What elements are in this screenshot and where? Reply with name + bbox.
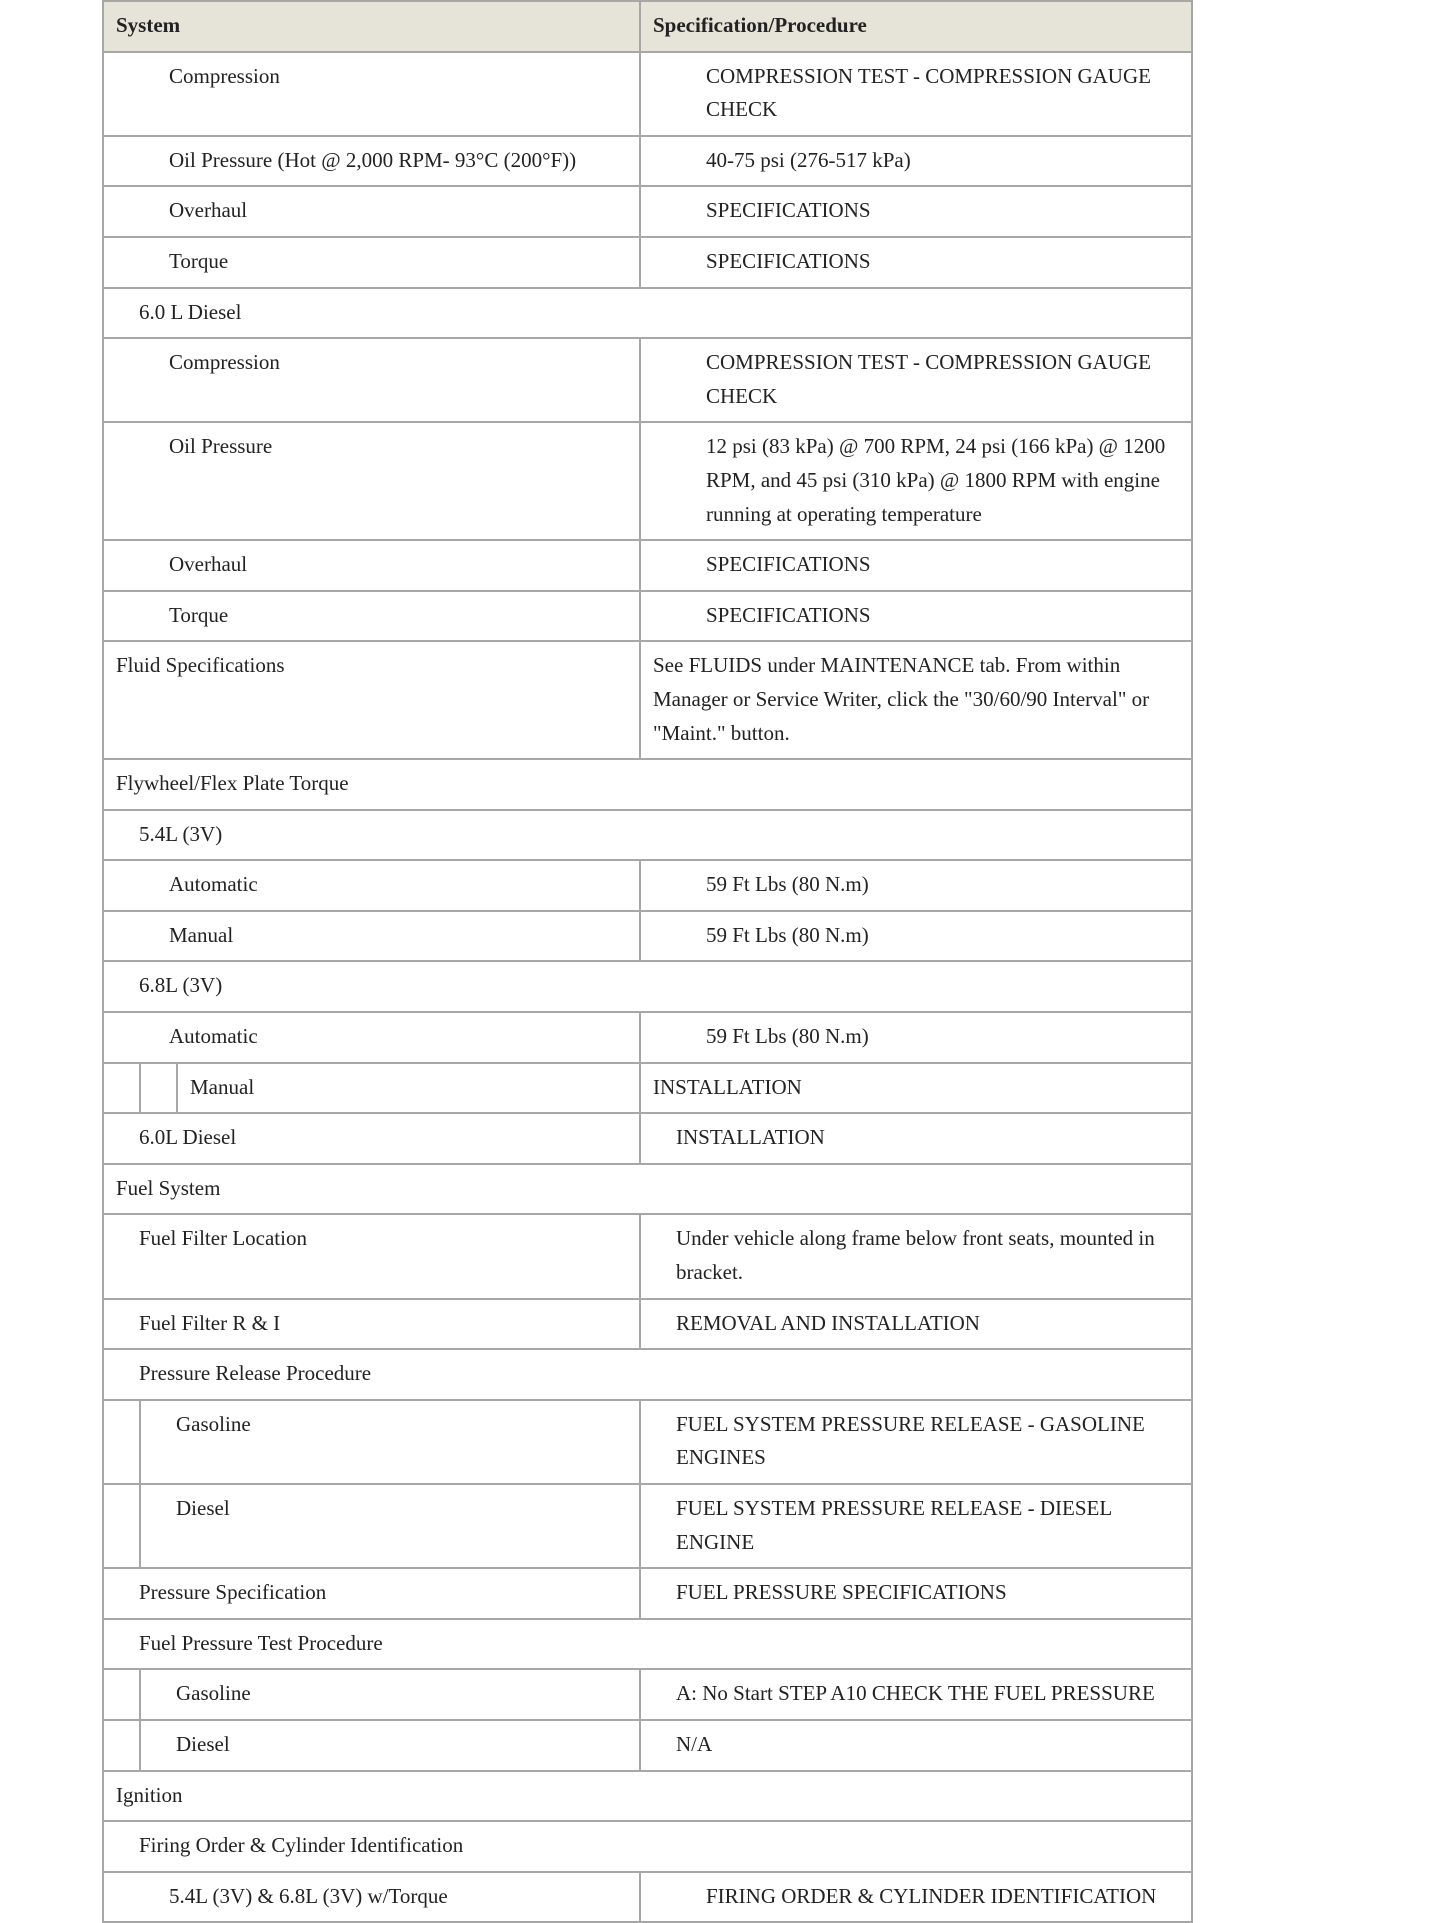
table-row bbox=[103, 422, 1192, 540]
group-heading: Firing Order & Cylinder Identification bbox=[103, 1821, 1192, 1872]
indent-divider bbox=[139, 1064, 141, 1113]
row-spec: N/A bbox=[640, 1720, 1192, 1771]
table-row bbox=[103, 237, 1192, 288]
row-spec: 59 Ft Lbs (80 N.m) bbox=[640, 911, 1192, 962]
table-row bbox=[103, 1400, 1192, 1484]
header-specification-procedure: Specification/Procedure bbox=[640, 1, 1192, 52]
row-spec: FIRING ORDER & CYLINDER IDENTIFICATION bbox=[640, 1872, 1192, 1923]
row-spec: 59 Ft Lbs (80 N.m) bbox=[640, 860, 1192, 911]
group-heading: Fuel Pressure Test Procedure bbox=[103, 1619, 1192, 1670]
group-heading: 6.8L (3V) bbox=[103, 961, 1192, 1012]
table-row bbox=[103, 186, 1192, 237]
row-system: Compression bbox=[103, 338, 640, 422]
table-row bbox=[103, 1669, 1192, 1720]
row-system: Automatic bbox=[103, 860, 640, 911]
table-row bbox=[103, 911, 1192, 962]
table-group-row bbox=[103, 1349, 1192, 1400]
group-heading: Fuel System bbox=[103, 1164, 1192, 1215]
row-spec: INSTALLATION bbox=[640, 1113, 1192, 1164]
table-group-row bbox=[103, 759, 1192, 810]
row-system: Fuel Filter Location bbox=[103, 1214, 640, 1298]
row-system: Diesel bbox=[103, 1720, 640, 1771]
row-system: Fluid Specifications bbox=[103, 641, 640, 759]
row-system: Manual bbox=[103, 1063, 640, 1114]
table-row bbox=[103, 1872, 1192, 1923]
row-system: Diesel bbox=[103, 1484, 640, 1568]
row-spec: 40-75 psi (276-517 kPa) bbox=[640, 136, 1192, 187]
row-system: Torque bbox=[103, 237, 640, 288]
group-heading: Flywheel/Flex Plate Torque bbox=[103, 759, 1192, 810]
indent-divider bbox=[176, 1064, 178, 1113]
table-row bbox=[103, 1484, 1192, 1568]
row-spec: FUEL PRESSURE SPECIFICATIONS bbox=[640, 1568, 1192, 1619]
indent-divider bbox=[139, 1721, 141, 1770]
table-row bbox=[103, 1113, 1192, 1164]
row-system: Gasoline bbox=[103, 1400, 640, 1484]
table-group-row bbox=[103, 1771, 1192, 1822]
table-row bbox=[103, 1063, 1192, 1114]
row-system: Oil Pressure (Hot @ 2,000 RPM- 93°C (200°F)) bbox=[103, 136, 640, 187]
table-row bbox=[103, 1568, 1192, 1619]
row-system: Automatic bbox=[103, 1012, 640, 1063]
table-row bbox=[103, 540, 1192, 591]
row-system: 5.4L (3V) & 6.8L (3V) w/Torque bbox=[103, 1872, 640, 1923]
table-row bbox=[103, 338, 1192, 422]
row-system: 6.0L Diesel bbox=[103, 1113, 640, 1164]
table-row bbox=[103, 136, 1192, 187]
row-system: Overhaul bbox=[103, 540, 640, 591]
table-header-row bbox=[103, 1, 1192, 52]
row-spec: A: No Start STEP A10 CHECK THE FUEL PRESSURE bbox=[640, 1669, 1192, 1720]
row-system: Torque bbox=[103, 591, 640, 642]
row-system: Gasoline bbox=[103, 1669, 640, 1720]
table-group-row bbox=[103, 810, 1192, 861]
row-spec: REMOVAL AND INSTALLATION bbox=[640, 1299, 1192, 1350]
row-spec: FUEL SYSTEM PRESSURE RELEASE - GASOLINE ENGINES bbox=[640, 1400, 1192, 1484]
table-row bbox=[103, 591, 1192, 642]
table-row bbox=[103, 641, 1192, 759]
table-group-row bbox=[103, 288, 1192, 339]
row-spec: COMPRESSION TEST - COMPRESSION GAUGE CHECK bbox=[640, 52, 1192, 136]
group-heading: Pressure Release Procedure bbox=[103, 1349, 1192, 1400]
table-group-row bbox=[103, 1619, 1192, 1670]
row-spec: INSTALLATION bbox=[640, 1063, 1192, 1114]
row-spec: FUEL SYSTEM PRESSURE RELEASE - DIESEL ENGINE bbox=[640, 1484, 1192, 1568]
row-system: Compression bbox=[103, 52, 640, 136]
indent-divider bbox=[139, 1670, 141, 1719]
table-row bbox=[103, 1214, 1192, 1298]
row-system: Overhaul bbox=[103, 186, 640, 237]
group-heading: 6.0 L Diesel bbox=[103, 288, 1192, 339]
row-system: Manual bbox=[103, 911, 640, 962]
row-spec: 12 psi (83 kPa) @ 700 RPM, 24 psi (166 kPa) @ 1200 RPM, and 45 psi (310 kPa) @ 1800 RPM with engine running at operating temperature bbox=[640, 422, 1192, 540]
row-system: Pressure Specification bbox=[103, 1568, 640, 1619]
group-heading: 5.4L (3V) bbox=[103, 810, 1192, 861]
group-heading: Ignition bbox=[103, 1771, 1192, 1822]
table-group-row bbox=[103, 1821, 1192, 1872]
row-spec: Under vehicle along frame below front seats, mounted in bracket. bbox=[640, 1214, 1192, 1298]
table-group-row bbox=[103, 961, 1192, 1012]
table-row bbox=[103, 1012, 1192, 1063]
row-system: Oil Pressure bbox=[103, 422, 640, 540]
row-spec: See FLUIDS under MAINTENANCE tab. From within Manager or Service Writer, click the "30/60/90 Interval" or "Maint." button. bbox=[640, 641, 1192, 759]
table-row bbox=[103, 1299, 1192, 1350]
row-spec: SPECIFICATIONS bbox=[640, 237, 1192, 288]
table-row bbox=[103, 1720, 1192, 1771]
specification-table bbox=[102, 0, 1193, 1923]
indent-divider bbox=[139, 1401, 141, 1483]
row-spec: 59 Ft Lbs (80 N.m) bbox=[640, 1012, 1192, 1063]
table-row bbox=[103, 52, 1192, 136]
row-spec: SPECIFICATIONS bbox=[640, 591, 1192, 642]
table-row bbox=[103, 860, 1192, 911]
row-spec: SPECIFICATIONS bbox=[640, 186, 1192, 237]
row-spec: COMPRESSION TEST - COMPRESSION GAUGE CHECK bbox=[640, 338, 1192, 422]
indent-divider bbox=[139, 1485, 141, 1567]
table-group-row bbox=[103, 1164, 1192, 1215]
header-system: System bbox=[103, 1, 640, 52]
row-spec: SPECIFICATIONS bbox=[640, 540, 1192, 591]
row-system: Fuel Filter R & I bbox=[103, 1299, 640, 1350]
